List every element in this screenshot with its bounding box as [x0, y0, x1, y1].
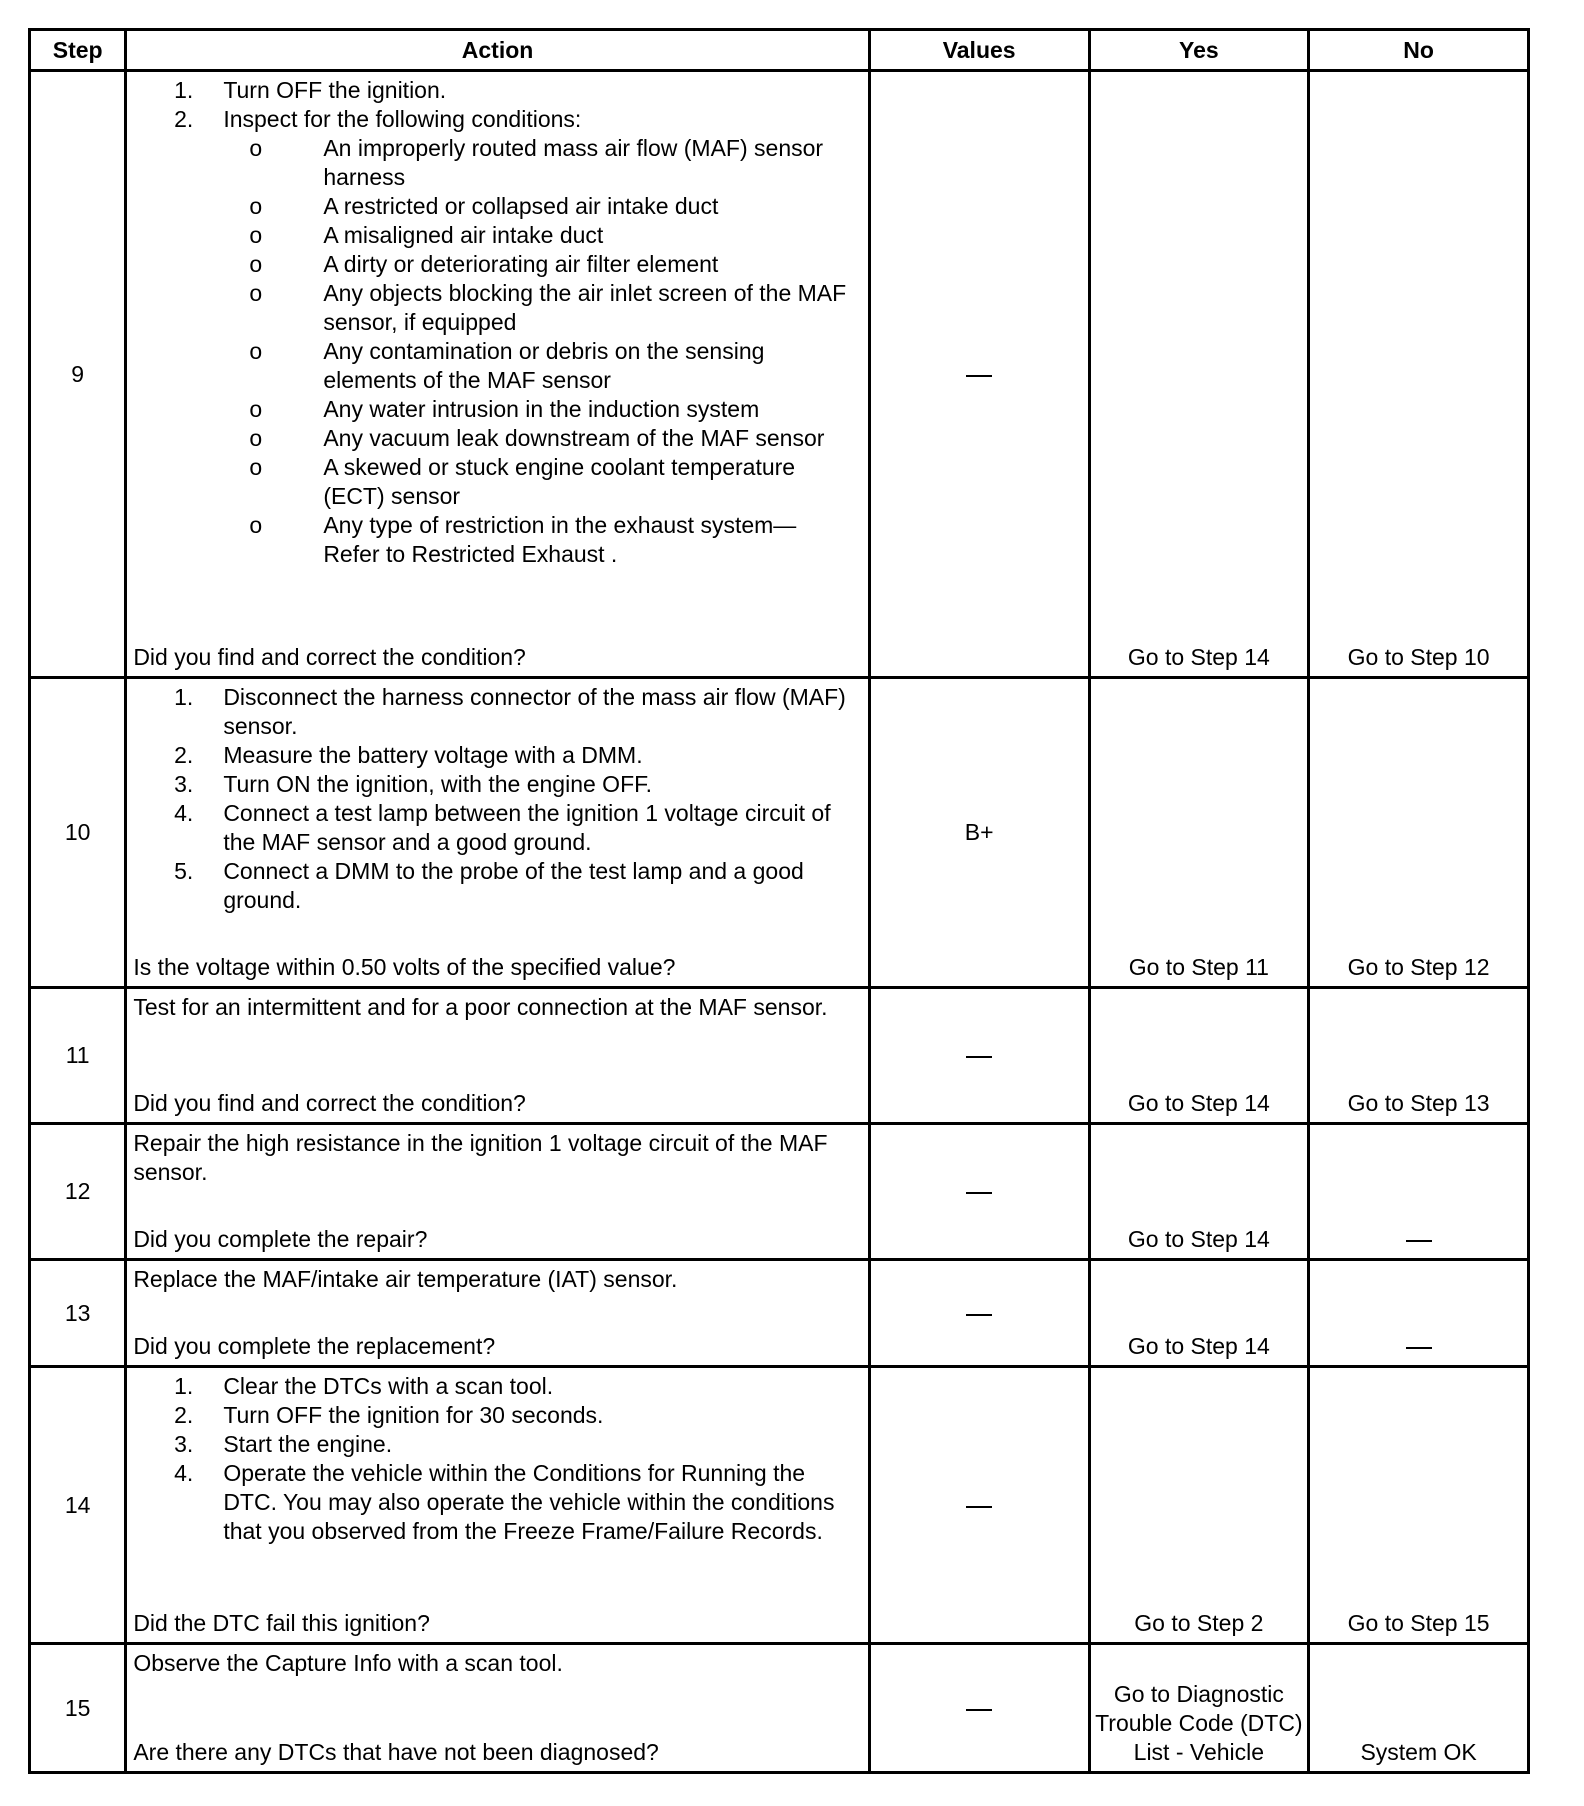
action-question: Is the voltage within 0.50 volts of the specified value?	[133, 954, 676, 981]
values-dash	[966, 1192, 992, 1194]
step-list	[133, 76, 857, 569]
condition-text: A misaligned air intake duct	[323, 222, 604, 248]
step-item-text: Turn OFF the ignition.	[223, 77, 447, 103]
step-item-body	[223, 1459, 857, 1546]
yes-outcome: Go to Diagnostic Trouble Code (DTC) List - Vehicle	[1089, 1644, 1309, 1773]
step-item-body	[223, 799, 857, 857]
table-row	[30, 1644, 1529, 1773]
condition-item	[223, 134, 857, 192]
bullet-icon: o	[249, 425, 263, 451]
action-instructions	[133, 1265, 857, 1294]
action-content	[127, 72, 867, 676]
action-question: Did you complete the replacement?	[133, 1333, 496, 1360]
bullet-icon: o	[249, 280, 263, 306]
values-cell	[869, 1123, 1089, 1260]
condition-text: A restricted or collapsed air intake duct	[323, 193, 719, 219]
step-item-body	[223, 1430, 857, 1459]
step-number: 12	[30, 1123, 126, 1260]
condition-text: A dirty or deteriorating air filter element	[323, 251, 719, 277]
action-content	[127, 1368, 867, 1642]
step-item-number: 2.	[174, 106, 194, 132]
action-instructions	[133, 76, 857, 569]
step-item-body	[223, 770, 857, 799]
condition-text: A skewed or stuck engine coolant temperature (ECT) sensor	[323, 454, 796, 509]
table-row	[30, 71, 1529, 678]
step-item-text: Connect a test lamp between the ignition 1 voltage circuit of the MAF sensor and a good ground.	[223, 800, 831, 856]
condition-item	[223, 337, 857, 395]
step-item-body	[223, 741, 857, 770]
step-number: 10	[30, 678, 126, 988]
values-dash	[966, 1506, 992, 1508]
table-row	[30, 1123, 1529, 1260]
step-item-number: 4.	[174, 1460, 194, 1487]
step-item-body	[223, 857, 857, 915]
no-dash	[1406, 1347, 1432, 1349]
table-row	[30, 678, 1529, 988]
step-item-number: 1.	[174, 77, 194, 103]
action-question: Did you find and correct the condition?	[133, 644, 526, 671]
bullet-icon: o	[249, 135, 263, 161]
action-cell	[126, 1123, 869, 1260]
step-item-body	[223, 105, 857, 569]
step-item	[133, 799, 857, 857]
no-dash	[1406, 1240, 1432, 1242]
action-cell	[126, 988, 869, 1124]
step-item-number: 5.	[174, 858, 194, 885]
step-item	[133, 683, 857, 741]
step-number: 11	[30, 988, 126, 1124]
bullet-icon: o	[249, 396, 263, 422]
condition-item	[223, 453, 857, 511]
step-item-number: 3.	[174, 1431, 194, 1458]
bullet-icon: o	[249, 251, 263, 277]
no-outcome	[1309, 1123, 1529, 1260]
step-item-number: 2.	[174, 1402, 194, 1429]
action-question: Did you complete the repair?	[133, 1226, 428, 1253]
step-number: 13	[30, 1260, 126, 1367]
values-cell	[869, 1644, 1089, 1773]
action-question: Did the DTC fail this ignition?	[133, 1610, 430, 1637]
values-cell	[869, 71, 1089, 678]
condition-list	[223, 134, 857, 569]
header-step: Step	[30, 30, 126, 71]
condition-text: An improperly routed mass air flow (MAF) sensor harness	[323, 135, 824, 190]
bullet-icon: o	[249, 338, 263, 364]
step-item	[133, 1401, 857, 1430]
step-list	[133, 1372, 857, 1546]
action-cell	[126, 71, 869, 678]
step-item	[133, 76, 857, 105]
action-text: Test for an intermittent and for a poor connection at the MAF sensor.	[133, 994, 828, 1021]
action-question: Are there any DTCs that have not been diagnosed?	[133, 1739, 659, 1765]
step-item-text: Turn ON the ignition, with the engine OFF.	[223, 771, 653, 798]
step-list	[133, 683, 857, 915]
yes-outcome: Go to Step 14	[1089, 1123, 1309, 1260]
condition-text: Any contamination or debris on the sensing elements of the MAF sensor	[323, 338, 765, 393]
no-outcome: Go to Step 15	[1309, 1367, 1529, 1644]
action-instructions	[133, 1649, 857, 1678]
action-content	[127, 1125, 867, 1259]
header-yes: Yes	[1089, 30, 1309, 71]
action-instructions	[133, 1372, 857, 1546]
condition-text: Any water intrusion in the induction system	[323, 396, 760, 422]
step-number: 14	[30, 1367, 126, 1644]
values-cell	[869, 988, 1089, 1124]
step-item-number: 4.	[174, 800, 194, 827]
step-item-text: Operate the vehicle within the Conditions for Running the DTC. You may also operate the vehicle within the conditions that you observed from the Freeze Frame/Failure Records.	[223, 1460, 835, 1545]
no-outcome: System OK	[1309, 1644, 1529, 1773]
step-item-text: Clear the DTCs with a scan tool.	[223, 1373, 554, 1400]
action-text: Repair the high resistance in the ignition 1 voltage circuit of the MAF sensor.	[133, 1129, 828, 1185]
no-outcome: Go to Step 12	[1309, 678, 1529, 988]
step-item-text: Connect a DMM to the probe of the test lamp and a good ground.	[223, 858, 804, 914]
condition-item	[223, 395, 857, 424]
yes-outcome: Go to Step 14	[1089, 988, 1309, 1124]
step-item	[133, 105, 857, 569]
values-cell	[869, 1367, 1089, 1644]
action-cell	[126, 1644, 869, 1773]
step-item-number: 1.	[174, 684, 194, 711]
action-cell	[126, 678, 869, 988]
yes-outcome: Go to Step 11	[1089, 678, 1309, 988]
bullet-icon: o	[249, 512, 263, 538]
table-row	[30, 1260, 1529, 1367]
action-cell	[126, 1367, 869, 1644]
yes-outcome: Go to Step 14	[1089, 71, 1309, 678]
step-item	[133, 1372, 857, 1401]
step-item-text: Inspect for the following conditions:	[223, 106, 582, 132]
action-question: Did you find and correct the condition?	[133, 1089, 526, 1116]
step-item	[133, 770, 857, 799]
condition-item	[223, 511, 857, 569]
step-item	[133, 741, 857, 770]
action-content	[127, 679, 867, 986]
bullet-icon: o	[249, 193, 263, 219]
no-outcome	[1309, 1260, 1529, 1367]
condition-item	[223, 279, 857, 337]
action-content	[127, 989, 867, 1122]
no-outcome: Go to Step 13	[1309, 988, 1529, 1124]
bullet-icon: o	[249, 222, 263, 248]
step-item-number: 2.	[174, 742, 194, 769]
action-instructions	[133, 993, 857, 1022]
table-row	[30, 988, 1529, 1124]
action-content	[127, 1645, 867, 1771]
action-cell	[126, 1260, 869, 1367]
step-number: 15	[30, 1644, 126, 1773]
condition-item	[223, 424, 857, 453]
action-text: Replace the MAF/intake air temperature (IAT) sensor.	[133, 1266, 678, 1293]
step-number: 9	[30, 71, 126, 678]
diagnostic-table	[28, 28, 1530, 1774]
step-item-body	[223, 76, 857, 105]
action-text: Observe the Capture Info with a scan tool.	[133, 1650, 563, 1677]
header-no: No	[1309, 30, 1529, 71]
step-item	[133, 857, 857, 915]
step-item-body	[223, 1372, 857, 1401]
action-content	[127, 1261, 867, 1365]
values-dash	[966, 1314, 992, 1316]
bullet-icon: o	[249, 454, 263, 480]
values-dash	[966, 1056, 992, 1058]
header-values: Values	[869, 30, 1089, 71]
step-item	[133, 1459, 857, 1546]
values-dash	[966, 1709, 992, 1711]
step-item-text: Turn OFF the ignition for 30 seconds.	[223, 1402, 604, 1429]
yes-outcome: Go to Step 2	[1089, 1367, 1309, 1644]
values-cell: B+	[869, 678, 1089, 988]
header-row	[30, 30, 1529, 71]
step-item-number: 3.	[174, 771, 194, 798]
condition-item	[223, 221, 857, 250]
no-outcome: Go to Step 10	[1309, 71, 1529, 678]
yes-outcome: Go to Step 14	[1089, 1260, 1309, 1367]
condition-text: Any type of restriction in the exhaust system—Refer to Restricted Exhaust .	[323, 512, 797, 567]
step-item-text: Start the engine.	[223, 1431, 393, 1458]
values-dash	[966, 375, 992, 377]
step-item-text: Measure the battery voltage with a DMM.	[223, 742, 643, 769]
values-cell	[869, 1260, 1089, 1367]
header-action: Action	[126, 30, 869, 71]
step-item-body	[223, 1401, 857, 1430]
action-instructions	[133, 1129, 857, 1187]
step-item-number: 1.	[174, 1373, 194, 1400]
step-item	[133, 1430, 857, 1459]
condition-item	[223, 250, 857, 279]
step-item-body	[223, 683, 857, 741]
condition-text: Any objects blocking the air inlet screen of the MAF sensor, if equipped	[323, 280, 847, 335]
step-item-text: Disconnect the harness connector of the mass air flow (MAF) sensor.	[223, 684, 846, 740]
table-row	[30, 1367, 1529, 1644]
action-instructions	[133, 683, 857, 915]
condition-item	[223, 192, 857, 221]
condition-text: Any vacuum leak downstream of the MAF sensor	[323, 425, 825, 451]
